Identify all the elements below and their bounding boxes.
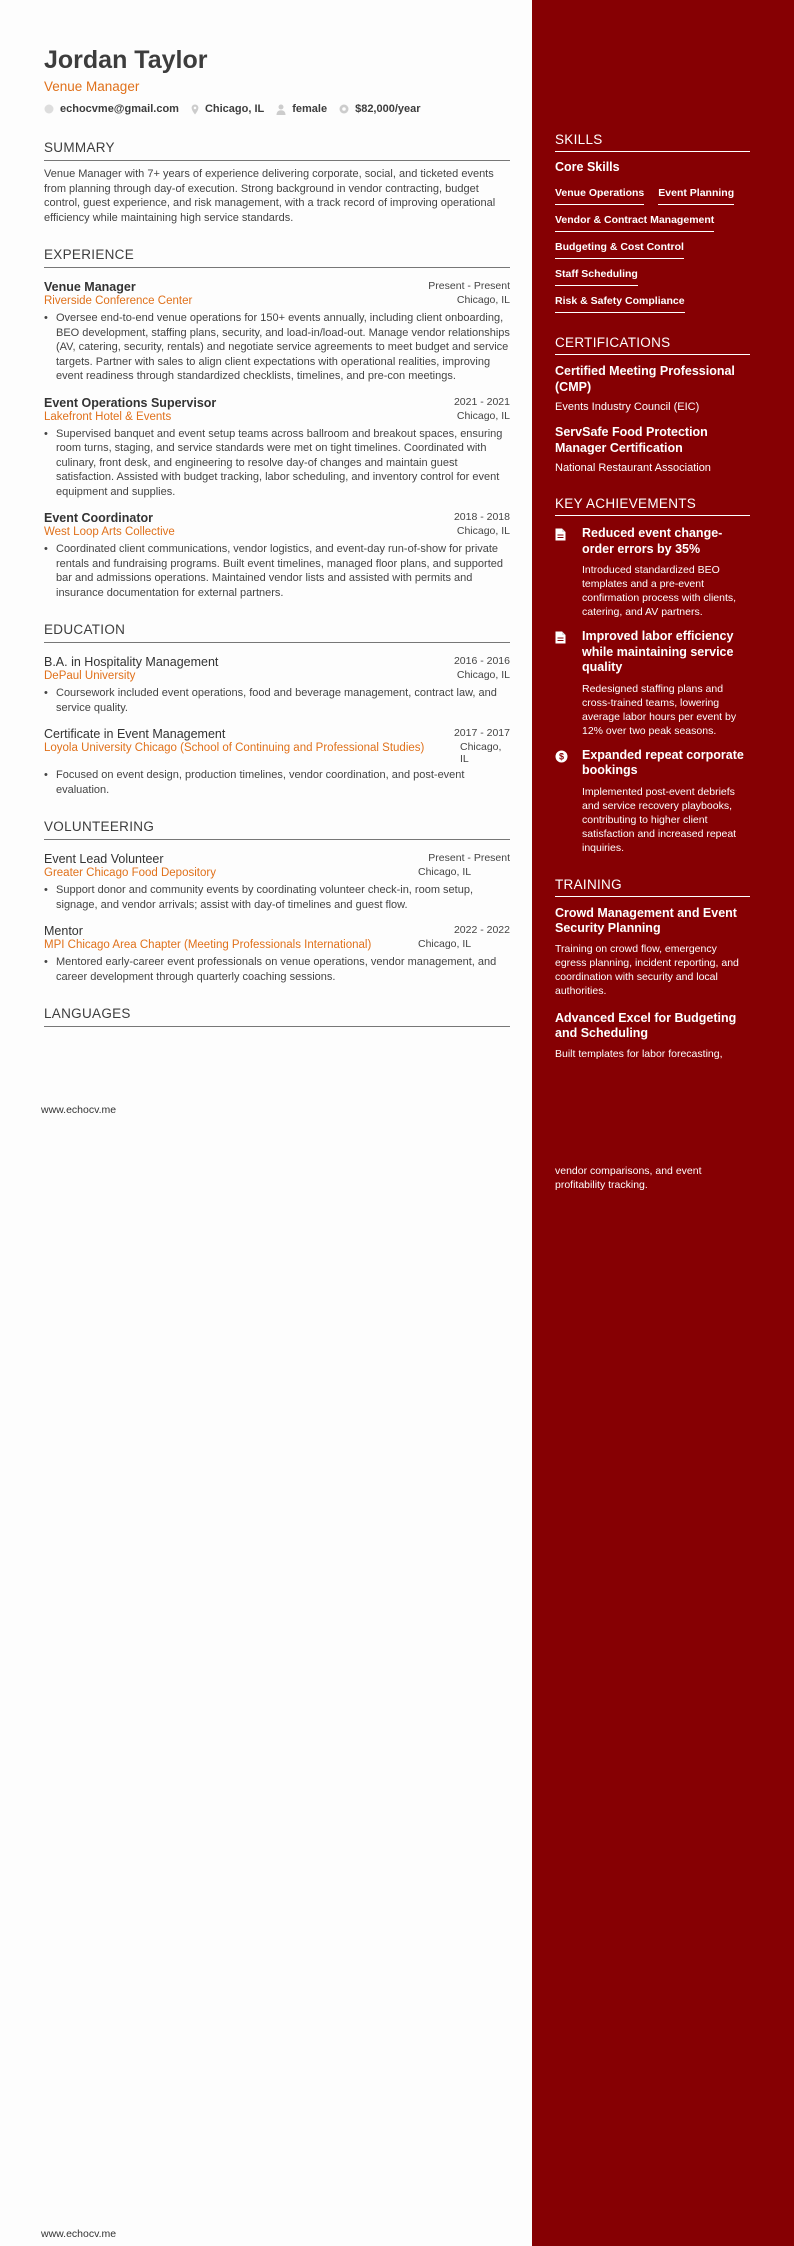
achievement-item bbox=[555, 629, 750, 738]
candidate-role: Venue Manager bbox=[44, 79, 140, 94]
contact-gender-text: female bbox=[292, 103, 328, 115]
document-icon bbox=[555, 631, 566, 644]
document-icon bbox=[555, 528, 566, 541]
training-desc: Built templates for labor forecasting, bbox=[555, 1047, 723, 1060]
skill-chip: Staff Scheduling bbox=[555, 263, 638, 286]
job-title: Event Coordinator bbox=[44, 511, 154, 525]
job-bullet-text: Supervised banquet and event setup teams across ballroom and breakout spaces, ensuring room turns, staging, and service standards were met on tight timelines. Coordinated with culinary, front desk, and engineering to resolve day-of changes and maintain guest satisfaction. Assisted with budget tracking, labor scheduling, and inventory control for event equipment and supplies. bbox=[56, 427, 503, 498]
contact-gender bbox=[276, 103, 327, 115]
footer-link-page-2[interactable]: www.echocv.me bbox=[41, 2228, 117, 2240]
volunteer-location: Chicago, IL bbox=[418, 866, 472, 878]
school-name: DePaul University bbox=[44, 670, 136, 682]
degree-dates: 2017 - 2017 bbox=[453, 727, 510, 739]
education-bullet-text: Focused on event design, production timelines, vendor coordination, and post-event evaluation. bbox=[56, 769, 465, 796]
job-bullet: • Supervised banquet and event setup teams across ballroom and breakout spaces, ensuring room turns, staging, and service standards were met on tight timelines. Coordinated with culinary, front desk, and engineering to resolve day-of changes and maintain guest satisfaction. Assisted with budget tracking, labor scheduling, and inventory control for event equipment and supplies. bbox=[44, 427, 510, 500]
certification-issuer: National Restaurant Association bbox=[555, 462, 711, 474]
job-bullet: • Oversee end-to-end venue operations for 150+ events annually, including client onboarding, BEO development, staffing plans, security, and load-in/load-out. Manage vendor relationships (AV, catering, security, rentals) and negotiate service agreements to meet budget and service targets. Partner with sales to align client expectations with operational realities, improving event readiness through standardized checklists, timelines, and pre-con meetings. bbox=[44, 312, 510, 382]
volunteer-bullet-text: Support donor and community events by coordinating volunteer check-in, room setup, signage, and vendor arrivals; assist with day-of timelines and guest flow. bbox=[56, 884, 474, 911]
job-dates: Present - Present bbox=[428, 280, 510, 292]
achievement-item bbox=[555, 526, 750, 619]
languages-section bbox=[44, 1006, 510, 1027]
footer-link-page-1[interactable]: www.echocv.me bbox=[41, 1104, 117, 1116]
certifications-section bbox=[555, 335, 750, 474]
volunteer-dates: Present - Present bbox=[428, 852, 510, 864]
candidate-name: Jordan Taylor bbox=[44, 46, 208, 74]
job-dates: 2018 - 2018 bbox=[453, 511, 510, 523]
achievement-desc: Implemented post-event debriefs and service recovery playbooks, contributing to higher client satisfaction and increased repeat inquiries. bbox=[582, 785, 737, 854]
achievement-item bbox=[555, 748, 750, 855]
experience-entry bbox=[44, 280, 510, 384]
achievements-section bbox=[555, 496, 750, 855]
job-company: West Loop Arts Collective bbox=[44, 526, 175, 538]
training-section bbox=[555, 877, 750, 1061]
job-title: Event Operations Supervisor bbox=[44, 395, 217, 410]
summary-heading: SUMMARY bbox=[44, 140, 510, 161]
job-bullet-text: Coordinated client communications, vendor logistics, and event-day run-of-show for private rentals and fundraising programs. Built event timelines, managed floor plans, and supported bar and admissions operations. Maintained vendor lists and assisted with permits and insurance documentation for external partners. bbox=[56, 543, 503, 599]
volunteering-section bbox=[44, 819, 510, 984]
volunteer-entry bbox=[44, 924, 510, 984]
experience-heading: EXPERIENCE bbox=[44, 247, 510, 268]
salary-icon bbox=[339, 104, 349, 114]
volunteer-bullet-text: Mentored early-career event professionals on venue operations, vendor management, and career development through quarterly coaching sessions. bbox=[56, 956, 497, 983]
training-title: Crowd Management and Event Security Planning bbox=[555, 905, 737, 935]
education-bullet-text: Coursework included event operations, food and beverage management, contract law, and service quality. bbox=[56, 687, 497, 714]
achievement-title: Reduced event change-order errors by 35% bbox=[582, 526, 723, 556]
contact-location bbox=[191, 103, 264, 115]
volunteer-entry bbox=[44, 852, 510, 912]
job-bullet: • Coordinated client communications, vendor logistics, and event-day run-of-show for private rentals and fundraising programs. Built event timelines, managed floor plans, and supported bar and admissions operations. Maintained vendor lists and assisted with permits and insurance documentation for external partners. bbox=[44, 542, 510, 600]
location-icon bbox=[191, 104, 199, 115]
experience-entry bbox=[44, 511, 510, 600]
achievement-title: Improved labor efficiency while maintaining service quality bbox=[582, 629, 734, 674]
email-icon bbox=[44, 104, 54, 114]
contact-email[interactable] bbox=[44, 103, 179, 115]
summary-text: Venue Manager with 7+ years of experience delivering corporate, social, and ticketed events from planning through day-of execution. Strong background in vendor contracting, budget control, guest experience, and risk management, with a track record of improving operational efficiency while maintaining high service standards. bbox=[44, 168, 496, 224]
certification-title: ServSafe Food Protection Manager Certification bbox=[555, 425, 708, 455]
skill-chip: Vendor & Contract Management bbox=[555, 209, 714, 232]
degree-title: B.A. in Hospitality Management bbox=[44, 655, 219, 669]
contact-row bbox=[44, 103, 510, 115]
achievement-title: Expanded repeat corporate bookings bbox=[582, 747, 744, 777]
volunteer-bullet: • Mentored early-career event professionals on venue operations, vendor management, and career development through quarterly coaching sessions. bbox=[44, 955, 510, 984]
achievements-heading: KEY ACHIEVEMENTS bbox=[555, 496, 750, 516]
volunteer-org: Greater Chicago Food Depository bbox=[44, 867, 216, 879]
training-heading: TRAINING bbox=[555, 877, 750, 897]
job-title: Venue Manager bbox=[44, 280, 136, 294]
job-dates: 2021 - 2021 bbox=[453, 395, 510, 408]
skill-chip: Budgeting & Cost Control bbox=[555, 236, 684, 259]
degree-dates: 2016 - 2016 bbox=[453, 655, 510, 667]
dollar-coin-icon bbox=[555, 750, 568, 763]
education-heading: EDUCATION bbox=[44, 622, 510, 643]
skill-chip: Risk & Safety Compliance bbox=[555, 290, 685, 313]
job-location: Chicago, IL bbox=[456, 294, 510, 306]
job-location: Chicago, IL bbox=[456, 525, 510, 537]
education-section bbox=[44, 622, 510, 797]
school-name: Loyola University Chicago (School of Continuing and Professional Studies) bbox=[44, 742, 425, 754]
skills-heading: SKILLS bbox=[555, 132, 750, 152]
sidebar-column bbox=[555, 132, 750, 1083]
education-bullet: • Coursework included event operations, food and beverage management, contract law, and service quality. bbox=[44, 686, 510, 715]
summary-section bbox=[44, 140, 510, 225]
skill-chip: Event Planning bbox=[658, 182, 734, 205]
main-column bbox=[44, 46, 510, 1027]
job-location: Chicago, IL bbox=[456, 409, 510, 422]
volunteer-location: Chicago, IL bbox=[418, 938, 472, 950]
volunteer-bullet: • Support donor and community events by coordinating volunteer check-in, room setup, signage, and vendor arrivals; assist with day-of timelines and guest flow. bbox=[44, 883, 510, 912]
skills-section bbox=[555, 132, 750, 313]
volunteer-title: Mentor bbox=[44, 924, 83, 938]
skill-chip: Venue Operations bbox=[555, 182, 644, 205]
achievement-desc: Redesigned staffing plans and cross-trained teams, lowering average labor hours per event by 12% over two peak seasons. bbox=[582, 682, 737, 737]
job-bullet-text: Oversee end-to-end venue operations for 150+ events annually, including client onboarding, BEO development, staffing plans, security, and load-in/load-out. Manage vendor relationships (AV, catering, security, rentals) and negotiate service agreements to meet budget and service targets. Partner with sales to align client expectations with operational realities, improving event readiness through standardized checklists, timelines, and pre-con meetings. bbox=[56, 312, 510, 382]
experience-entry bbox=[44, 396, 510, 500]
volunteering-heading: VOLUNTEERING bbox=[44, 819, 510, 840]
training-desc: Training on crowd flow, emergency egress planning, incident reporting, and coordination with security and local authorities. bbox=[555, 942, 739, 997]
school-location: Chicago, IL bbox=[460, 741, 502, 765]
contact-salary-text: $82,000/year bbox=[355, 103, 421, 115]
volunteer-dates: 2022 - 2022 bbox=[453, 924, 510, 936]
contact-salary bbox=[339, 103, 420, 115]
training-desc-continued: vendor comparisons, and event profitability tracking. bbox=[555, 1165, 702, 1191]
skills-list bbox=[555, 178, 750, 313]
job-company: Riverside Conference Center bbox=[44, 295, 193, 307]
education-bullet: • Focused on event design, production timelines, vendor coordination, and post-event evaluation. bbox=[44, 768, 510, 797]
experience-section bbox=[44, 247, 510, 600]
training-title: Advanced Excel for Budgeting and Scheduling bbox=[555, 1010, 737, 1040]
certifications-heading: CERTIFICATIONS bbox=[555, 335, 750, 355]
certification-issuer: Events Industry Council (EIC) bbox=[555, 401, 700, 413]
volunteer-org: MPI Chicago Area Chapter (Meeting Professionals International) bbox=[44, 939, 372, 951]
languages-heading: LANGUAGES bbox=[44, 1006, 510, 1027]
skills-subheading: Core Skills bbox=[555, 160, 620, 174]
school-location: Chicago, IL bbox=[456, 669, 510, 681]
contact-email-text: echocvme@gmail.com bbox=[60, 103, 179, 115]
achievement-desc: Introduced standardized BEO templates and a pre-event confirmation process with clients, catering, and AV partners. bbox=[582, 564, 737, 618]
job-company: Lakefront Hotel & Events bbox=[44, 410, 172, 423]
degree-title: Certificate in Event Management bbox=[44, 727, 226, 741]
contact-location-text: Chicago, IL bbox=[204, 103, 265, 115]
volunteer-title: Event Lead Volunteer bbox=[44, 852, 164, 866]
person-icon bbox=[276, 104, 286, 115]
education-entry bbox=[44, 655, 510, 715]
svg-text:$: $ bbox=[558, 751, 565, 762]
certification-title: Certified Meeting Professional (CMP) bbox=[555, 364, 735, 394]
education-entry bbox=[44, 727, 510, 797]
